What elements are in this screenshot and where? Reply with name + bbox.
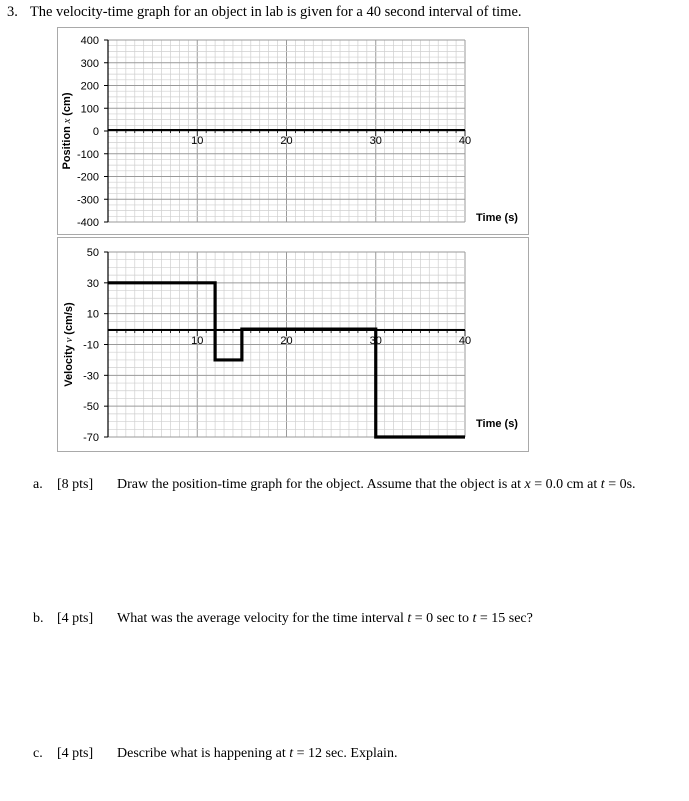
velocity-time-chart [57,237,529,452]
y-tick-label: -70 [83,432,99,444]
part-variable: t [472,611,477,626]
question-text: The velocity-time graph for an object in lab is given for a 40 second interval of time. [29,4,522,20]
part-points: [4 pts] [57,746,94,761]
y-tick-label: 400 [80,35,99,47]
y-tick-label: 30 [86,277,99,290]
y-axis-title: Position x (cm) [61,92,73,170]
position-time-svg [58,28,528,234]
y-tick-label: 200 [80,80,99,93]
question-number: 3. [7,4,18,20]
x-tick-label: 10 [191,335,204,347]
y-tick-label: 10 [86,308,99,321]
y-axis-title: Velocity v (cm/s) [63,302,75,387]
part-text-mid: = 12 sec. Explain. [293,746,398,761]
part-text-after: = 15 sec? [476,611,533,626]
part-text-before: Describe what is happening at [117,746,290,761]
x-tick-label: 30 [369,335,382,347]
part-points: [8 pts] [57,477,94,492]
part-label: c. [33,746,43,761]
y-tick-label: 0 [92,126,99,138]
part-label: a. [33,477,43,492]
x-axis-title: Time (s) [476,212,518,224]
position-time-chart [57,27,529,235]
y-tick-label: 100 [80,103,99,116]
part-b [33,611,533,627]
velocity-time-svg [58,238,528,451]
y-tick-label: -300 [76,194,99,207]
y-tick-label: -100 [76,148,99,161]
part-text-before: What was the average velocity for the time interval [117,611,408,626]
question-title [7,4,522,21]
part-variable: x [524,477,531,492]
y-tick-label: -30 [83,370,99,383]
part-text-before: Draw the position-time graph for the object. Assume that the object is at [117,477,525,492]
x-tick-label: 10 [191,135,204,147]
x-axis-title: Time (s) [476,418,518,430]
x-tick-label: 40 [458,335,472,347]
part-c [33,746,397,762]
y-tick-label: -400 [76,217,99,229]
y-tick-label: 300 [80,57,99,70]
y-tick-label: -10 [83,339,99,352]
part-text-mid: = 0.0 cm at [530,477,601,492]
y-tick-label: -50 [83,401,99,414]
part-text-mid: = 0 sec to [411,611,473,626]
part-text-after: = 0s. [604,477,636,492]
part-points: [4 pts] [57,611,94,626]
x-tick-label: 40 [458,135,472,147]
x-tick-label: 20 [280,335,293,347]
part-variable: t [289,746,294,761]
part-label: b. [33,611,44,626]
y-tick-label: -200 [76,171,99,184]
part-a [33,477,636,493]
part-variable: t [407,611,412,626]
x-tick-label: 30 [369,135,382,147]
part-variable: t [600,477,605,492]
x-tick-label: 20 [280,135,293,147]
y-tick-label: 50 [86,247,99,259]
